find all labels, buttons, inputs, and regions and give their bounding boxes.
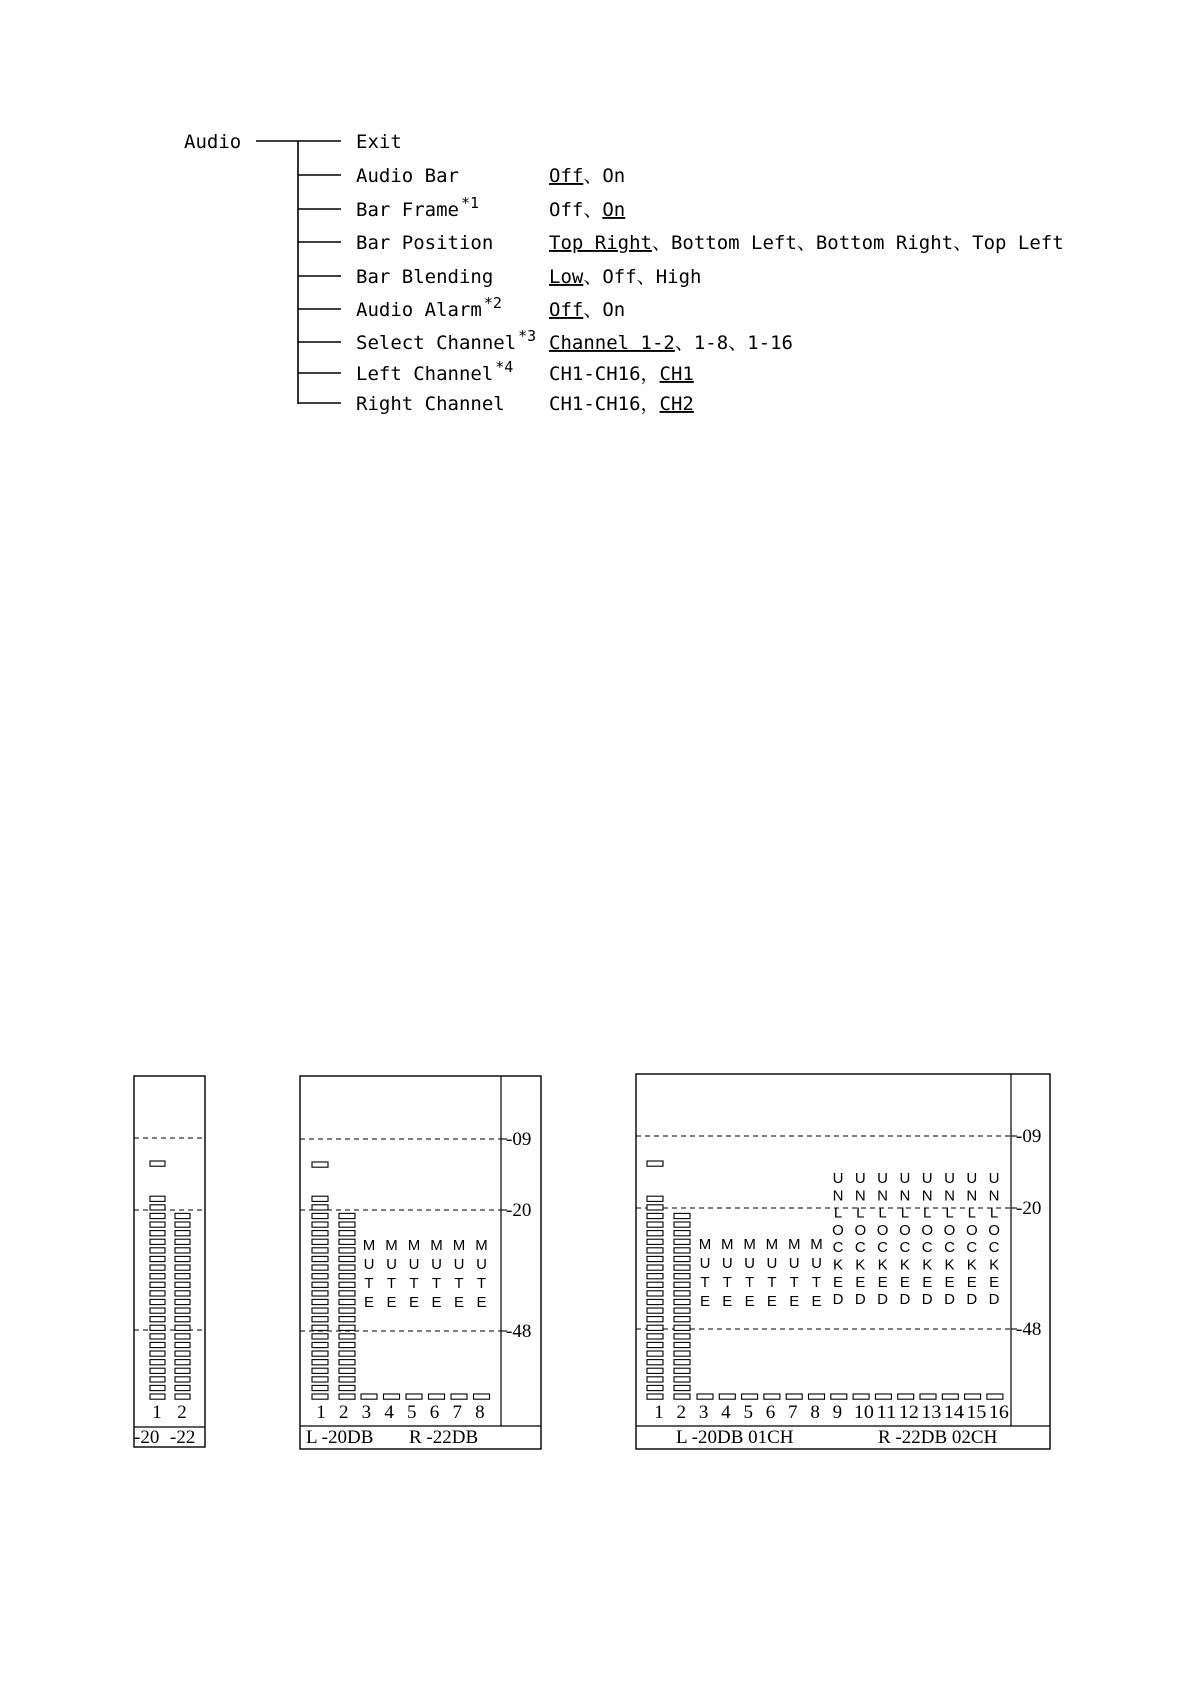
level-segment — [312, 1274, 328, 1279]
level-segment — [150, 1325, 165, 1330]
level-segment — [312, 1248, 328, 1253]
level-segment — [809, 1394, 825, 1399]
level-segment — [175, 1368, 190, 1373]
level-segment — [339, 1368, 355, 1373]
menu-item-label: Audio Bar — [356, 165, 459, 187]
scale-label: -20 — [1016, 1198, 1042, 1219]
level-segment — [339, 1282, 355, 1287]
level-segment — [674, 1360, 690, 1365]
level-segment — [674, 1325, 690, 1330]
channel-number: 6 — [429, 1402, 440, 1423]
level-segment — [150, 1394, 165, 1399]
level-segment — [339, 1291, 355, 1296]
level-segment — [150, 1222, 165, 1227]
level-segment — [175, 1213, 190, 1218]
level-segment — [920, 1394, 936, 1399]
level-segment — [150, 1299, 165, 1304]
level-segment — [384, 1394, 400, 1399]
option-default: CH2 — [659, 393, 694, 415]
level-segment — [339, 1394, 355, 1399]
level-segment — [312, 1334, 328, 1339]
channel-number: 6 — [765, 1402, 776, 1423]
mute-label: M U T E — [787, 1236, 801, 1310]
level-segment — [312, 1317, 328, 1322]
level-segment — [647, 1231, 663, 1236]
level-segment — [150, 1334, 165, 1339]
level-segment — [647, 1377, 663, 1382]
option-value: High — [655, 266, 702, 288]
mute-label: M U T E — [743, 1236, 756, 1310]
level-segment — [175, 1239, 190, 1244]
level-segment — [674, 1231, 690, 1236]
option-separator: ， — [640, 393, 660, 415]
option-value: Bottom Right — [815, 232, 954, 254]
option-separator: 、 — [651, 232, 671, 254]
level-segment — [312, 1385, 328, 1390]
mute-label: M U T E — [452, 1237, 466, 1311]
option-separator: 、 — [583, 199, 603, 221]
mute-label: M U T E — [475, 1237, 488, 1311]
unlocked-label: U N L O C K E D — [943, 1170, 956, 1309]
unlocked-label: U N L O C K E D — [921, 1170, 934, 1309]
channel-number: 1 — [152, 1402, 162, 1423]
level-segment — [175, 1308, 190, 1313]
channel-number: 8 — [810, 1402, 820, 1423]
panel-16ch-footer-left: L -20DB 01CH — [676, 1427, 794, 1448]
option-default: On — [602, 199, 626, 221]
option-default: Low — [549, 266, 584, 288]
channel-number: 1 — [316, 1402, 326, 1423]
menu-item-footnote: *3 — [518, 327, 537, 345]
level-segment — [150, 1342, 165, 1347]
mute-label: M U T E — [407, 1237, 421, 1311]
level-segment — [339, 1274, 355, 1279]
level-segment — [674, 1291, 690, 1296]
unlocked-label: U N L O C K E D — [988, 1170, 1000, 1309]
level-segment — [339, 1239, 355, 1244]
mute-label: M U T E — [430, 1237, 443, 1311]
option-value: Bottom Left — [670, 232, 797, 254]
option-value: Off — [602, 266, 637, 288]
option-default: Off — [549, 165, 584, 187]
channel-number: 3 — [361, 1402, 372, 1423]
level-segment — [150, 1360, 165, 1365]
menu-item-label: Left Channel — [356, 363, 494, 385]
level-segment — [339, 1213, 355, 1218]
menu-item-label: Exit — [356, 131, 402, 153]
level-segment — [647, 1308, 663, 1313]
level-segment — [312, 1299, 328, 1304]
level-segment — [175, 1256, 190, 1261]
option-separator: 、 — [674, 332, 694, 354]
level-segment — [647, 1282, 663, 1287]
unlocked-label: U N L O C K E D — [876, 1170, 889, 1309]
level-segment — [674, 1351, 690, 1356]
level-segment — [150, 1248, 165, 1253]
channel-number: 15 — [966, 1402, 987, 1423]
level-segment — [339, 1325, 355, 1330]
channel-number: 14 — [943, 1402, 965, 1423]
level-segment — [674, 1334, 690, 1339]
level-segment — [898, 1394, 914, 1399]
scale-label: -20 — [506, 1200, 532, 1221]
option-default: Channel 1-2 — [549, 332, 675, 354]
menu-item-footnote: *2 — [483, 294, 502, 312]
level-segment — [474, 1394, 490, 1399]
level-segment — [312, 1222, 328, 1227]
panel-8ch-scale — [501, 1129, 531, 1342]
option-separator: 、 — [583, 266, 603, 288]
channel-number: 16 — [988, 1402, 1009, 1423]
menu-item-label: Bar Frame — [356, 199, 459, 221]
level-segment — [150, 1256, 165, 1261]
level-segment — [647, 1265, 663, 1270]
level-segment — [647, 1274, 663, 1279]
level-segment — [647, 1256, 663, 1261]
panel-8ch — [300, 1076, 541, 1449]
option-separator: 、 — [953, 232, 973, 254]
level-segment — [647, 1351, 663, 1356]
unlocked-label: U N L O C K E D — [965, 1170, 978, 1309]
level-segment — [312, 1213, 328, 1218]
level-segment — [674, 1368, 690, 1373]
channel-number: 2 — [177, 1402, 187, 1423]
level-segment — [647, 1239, 663, 1244]
level-segment — [406, 1394, 422, 1399]
mute-label: M U T E — [810, 1236, 823, 1310]
panel-16ch-mute-labels — [699, 1236, 823, 1310]
level-segment — [175, 1248, 190, 1253]
mute-label: M U T E — [721, 1236, 734, 1310]
level-segment — [312, 1308, 328, 1313]
level-segment — [339, 1342, 355, 1347]
level-segment — [429, 1394, 445, 1399]
level-segment — [647, 1317, 663, 1322]
level-segment — [150, 1274, 165, 1279]
level-segment — [175, 1351, 190, 1356]
level-segment — [647, 1196, 663, 1201]
level-segment — [831, 1394, 847, 1399]
option-default: CH1 — [659, 363, 694, 385]
level-segment — [339, 1317, 355, 1322]
level-segment — [697, 1394, 713, 1399]
panel-8ch-frame — [300, 1076, 541, 1449]
panel-2ch-frame — [134, 1076, 205, 1447]
level-segment — [339, 1265, 355, 1270]
panel-16ch-unlocked-labels — [832, 1170, 1000, 1308]
level-segment — [150, 1205, 165, 1210]
channel-number: 4 — [721, 1402, 731, 1423]
panel-16ch-footer-right: R -22DB 02CH — [878, 1427, 998, 1448]
channel-number: 7 — [788, 1402, 798, 1423]
channel-number: 5 — [407, 1402, 417, 1423]
channel-number: 13 — [921, 1402, 942, 1423]
panel-2ch-bars — [150, 1161, 190, 1399]
level-segment — [175, 1334, 190, 1339]
level-segment — [175, 1360, 190, 1365]
panel-8ch-footer-right: R -22DB — [409, 1427, 479, 1448]
level-segment — [647, 1385, 663, 1390]
channel-number: 8 — [475, 1402, 485, 1423]
level-segment — [150, 1351, 165, 1356]
level-segment — [150, 1317, 165, 1322]
level-segment — [674, 1394, 690, 1399]
menu-item-label: Right Channel — [356, 393, 505, 415]
level-segment — [987, 1394, 1003, 1399]
level-segment — [312, 1239, 328, 1244]
level-segment — [150, 1282, 165, 1287]
level-segment — [764, 1394, 780, 1399]
menu-item-label: Bar Position — [356, 232, 494, 254]
level-segment — [339, 1360, 355, 1365]
level-segment — [312, 1394, 328, 1399]
scale-label: -48 — [1016, 1319, 1042, 1340]
level-segment — [150, 1291, 165, 1296]
level-segment — [175, 1377, 190, 1382]
level-segment — [339, 1256, 355, 1261]
level-segment — [312, 1325, 328, 1330]
level-segment — [674, 1265, 690, 1270]
level-segment — [175, 1342, 190, 1347]
level-segment — [647, 1161, 663, 1166]
level-segment — [175, 1299, 190, 1304]
level-segment — [175, 1222, 190, 1227]
menu-root-label: Audio — [184, 131, 242, 153]
panel-16ch — [636, 1074, 1050, 1449]
unlocked-label: U N L O C K E D — [832, 1170, 844, 1309]
channel-number: 11 — [876, 1402, 897, 1423]
panel-8ch-channel-numbers — [316, 1402, 484, 1423]
level-segment — [647, 1213, 663, 1218]
panel-8ch-footer-left: L -20DB — [306, 1427, 374, 1448]
level-segment — [647, 1222, 663, 1227]
level-segment — [674, 1299, 690, 1304]
panel-2ch-footer-right: -22 — [170, 1427, 196, 1448]
level-segment — [339, 1385, 355, 1390]
panel-8ch-gridlines — [300, 1139, 501, 1331]
mute-label: M U T E — [362, 1237, 376, 1311]
panel-2ch-gridlines — [134, 1138, 205, 1330]
option-separator: 、 — [636, 266, 656, 288]
level-segment — [647, 1342, 663, 1347]
option-default: Off — [549, 299, 584, 321]
level-segment — [339, 1377, 355, 1382]
level-segment — [175, 1317, 190, 1322]
level-segment — [150, 1385, 165, 1390]
panel-16ch-scale — [1011, 1126, 1041, 1340]
level-segment — [965, 1394, 981, 1399]
level-segment — [942, 1394, 958, 1399]
menu-item-label: Bar Blending — [356, 266, 494, 288]
level-segment — [674, 1377, 690, 1382]
level-segment — [175, 1274, 190, 1279]
menu-item-footnote: *1 — [460, 194, 480, 212]
level-segment — [312, 1205, 328, 1210]
level-segment — [339, 1299, 355, 1304]
level-segment — [175, 1325, 190, 1330]
level-segment — [150, 1161, 165, 1166]
level-segment — [647, 1291, 663, 1296]
level-segment — [150, 1239, 165, 1244]
channel-number: 1 — [654, 1402, 664, 1423]
level-segment — [674, 1239, 690, 1244]
channel-number: 5 — [743, 1402, 753, 1423]
level-segment — [647, 1325, 663, 1330]
level-segment — [647, 1334, 663, 1339]
level-segment — [647, 1360, 663, 1365]
level-segment — [674, 1308, 690, 1313]
level-segment — [674, 1342, 690, 1347]
option-separator: 、 — [796, 232, 816, 254]
option-value: 1-16 — [747, 332, 793, 354]
level-segment — [312, 1265, 328, 1270]
level-segment — [312, 1196, 328, 1201]
scale-label: -09 — [1016, 1126, 1042, 1147]
level-segment — [312, 1291, 328, 1296]
menu-item-label: Audio Alarm — [356, 299, 482, 321]
mute-label: M U T E — [765, 1236, 779, 1310]
level-segment — [150, 1213, 165, 1218]
level-segment — [674, 1274, 690, 1279]
level-segment — [175, 1265, 190, 1270]
mute-label: M U T E — [698, 1236, 712, 1310]
level-segment — [719, 1394, 735, 1399]
level-segment — [742, 1394, 758, 1399]
level-segment — [175, 1394, 190, 1399]
option-separator: 、 — [583, 165, 603, 187]
option-value: On — [602, 299, 626, 321]
option-separator: ， — [640, 363, 660, 385]
level-segment — [150, 1377, 165, 1382]
menu-item-label: Select Channel — [356, 332, 517, 354]
level-segment — [853, 1394, 869, 1399]
level-segment — [674, 1282, 690, 1287]
level-segment — [175, 1282, 190, 1287]
option-value: CH1-CH16 — [549, 393, 641, 415]
level-segment — [647, 1394, 663, 1399]
level-segment — [674, 1317, 690, 1322]
channel-number: 4 — [384, 1402, 394, 1423]
scale-label: -09 — [506, 1129, 532, 1150]
option-default: Top Right — [549, 232, 652, 254]
channel-number: 2 — [338, 1402, 349, 1423]
level-segment — [674, 1213, 690, 1218]
channel-number: 7 — [452, 1402, 462, 1423]
channel-number: 12 — [898, 1402, 919, 1423]
scale-label: -48 — [506, 1321, 532, 1342]
level-segment — [312, 1377, 328, 1382]
level-segment — [674, 1256, 690, 1261]
level-segment — [312, 1351, 328, 1356]
channel-number: 10 — [853, 1402, 874, 1423]
level-segment — [875, 1394, 891, 1399]
level-segment — [361, 1394, 377, 1399]
level-segment — [150, 1196, 165, 1201]
level-segment — [647, 1299, 663, 1304]
level-segment — [312, 1360, 328, 1365]
level-segment — [786, 1394, 802, 1399]
level-segment — [312, 1368, 328, 1373]
level-segment — [150, 1308, 165, 1313]
option-value: Off — [549, 199, 584, 221]
level-segment — [339, 1222, 355, 1227]
level-segment — [339, 1308, 355, 1313]
channel-number: 3 — [698, 1402, 709, 1423]
panel-8ch-mute-labels — [363, 1237, 488, 1311]
level-segment — [451, 1394, 467, 1399]
level-segment — [674, 1248, 690, 1253]
level-segment — [175, 1385, 190, 1390]
level-segment — [339, 1334, 355, 1339]
level-segment — [175, 1231, 190, 1236]
level-segment — [647, 1205, 663, 1210]
level-segment — [312, 1162, 328, 1167]
panel-2ch-channel-numbers — [152, 1402, 187, 1423]
level-segment — [150, 1368, 165, 1373]
level-segment — [312, 1256, 328, 1261]
level-segment — [339, 1231, 355, 1236]
mute-label: M U T E — [385, 1237, 398, 1311]
option-value: CH1-CH16 — [549, 363, 641, 385]
menu-item-footnote: *4 — [495, 358, 514, 376]
option-value: 1-8 — [693, 332, 729, 354]
option-separator: 、 — [583, 299, 603, 321]
level-segment — [150, 1231, 165, 1236]
level-segment — [339, 1248, 355, 1253]
option-value: Top Left — [972, 232, 1064, 254]
level-segment — [312, 1282, 328, 1287]
option-separator: 、 — [728, 332, 748, 354]
level-segment — [674, 1385, 690, 1390]
panel-2ch — [134, 1076, 205, 1448]
level-segment — [339, 1351, 355, 1356]
level-segment — [647, 1368, 663, 1373]
panel-16ch-channel-numbers — [654, 1402, 1009, 1423]
unlocked-label: U N L O C K E D — [899, 1170, 911, 1309]
level-segment — [312, 1342, 328, 1347]
level-segment — [647, 1248, 663, 1253]
option-value: On — [602, 165, 626, 187]
panel-2ch-footer-left: -20 — [134, 1427, 160, 1448]
level-segment — [150, 1265, 165, 1270]
level-segment — [674, 1222, 690, 1227]
unlocked-label: U N L O C K E D — [854, 1170, 867, 1309]
level-segment — [175, 1291, 190, 1296]
channel-number: 9 — [832, 1402, 843, 1423]
channel-number: 2 — [676, 1402, 687, 1423]
level-segment — [312, 1231, 328, 1236]
